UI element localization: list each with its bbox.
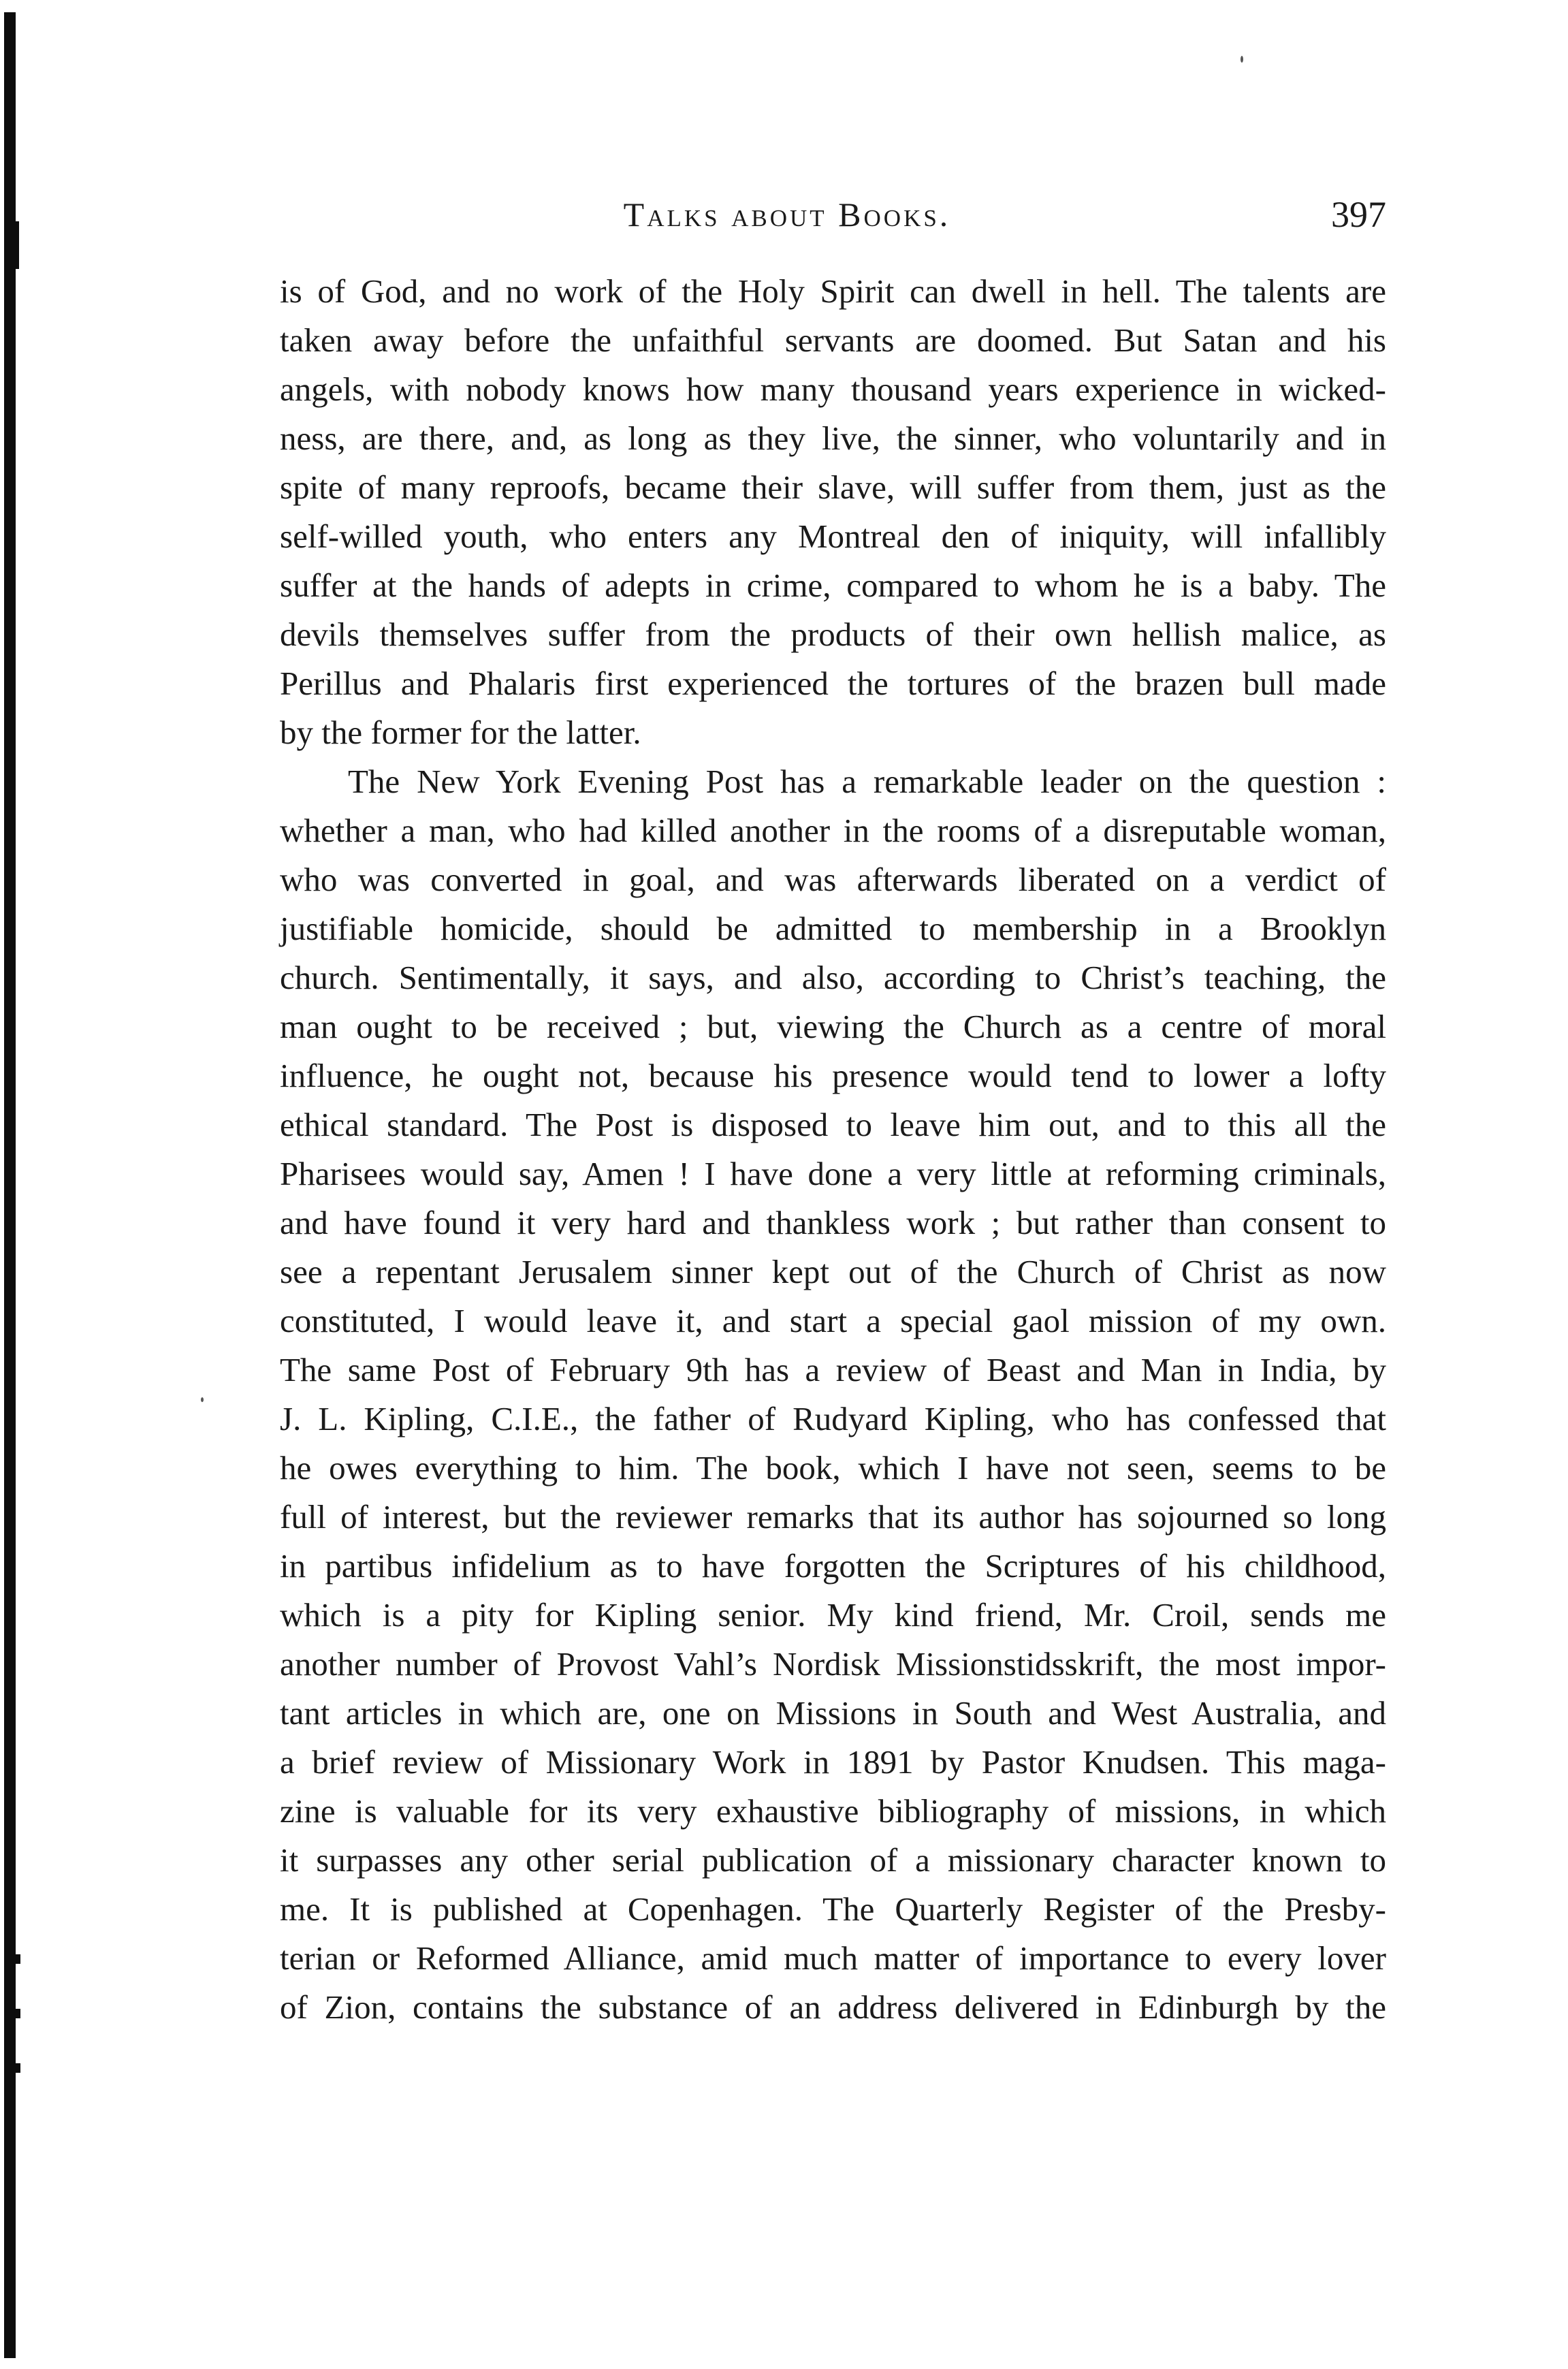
- text-line: The same Post of February 9th has a review of Beast and Man in India, by: [280, 1351, 1386, 1388]
- text-line: tant articles in which are, one on Missions in South and West Australia, and: [280, 1694, 1386, 1732]
- text-line: constituted, I would leave it, and start a special gaol mission of my own.: [280, 1302, 1386, 1339]
- text-line: justifiable homicide, should be admitted to membership in a Brooklyn: [280, 910, 1386, 947]
- text-line: terian or Reformed Alliance, amid much matter of importance to every lover: [280, 1939, 1386, 1977]
- text-line: it surpasses any other serial publication of a missionary character known to: [280, 1841, 1386, 1879]
- text-line: which is a pity for Kipling senior. My kind friend, Mr. Croil, sends me: [280, 1596, 1386, 1634]
- text-line: devils themselves suffer from the products of their own hellish malice, as: [280, 616, 1386, 653]
- text-line: whether a man, who had killed another in the rooms of a disreputable woman,: [280, 812, 1386, 849]
- speck-top-right: [1241, 56, 1243, 63]
- text-line: he owes everything to him. The book, which I have not seen, seems to be: [280, 1449, 1386, 1486]
- text-line: J. L. Kipling, C.I.E., the father of Rudyard Kipling, who has confessed that: [280, 1400, 1386, 1437]
- text-line: in partibus infidelium as to have forgotten the Scriptures of his childhood,: [280, 1547, 1386, 1585]
- body-text: [280, 267, 1386, 2032]
- text-line: ethical standard. The Post is disposed to leave him out, and to this all the: [280, 1106, 1386, 1143]
- text-line: spite of many reproofs, became their slave, will suffer from them, just as the: [280, 468, 1386, 506]
- page-header: [280, 184, 1396, 245]
- text-line: see a repentant Jerusalem sinner kept out of the Church of Christ as now: [280, 1253, 1386, 1290]
- text-line: man ought to be received ; but, viewing the Church as a centre of moral: [280, 1008, 1386, 1045]
- text-line: suffer at the hands of adepts in crime, compared to whom he is a baby. The: [280, 567, 1386, 604]
- paragraph-start-line: The New York Evening Post has a remarkable leader on the question :: [348, 763, 1386, 800]
- text-line: me. It is published at Copenhagen. The Quarterly Register of the Presby-: [280, 1890, 1386, 1928]
- text-line: Perillus and Phalaris first experienced the tortures of the brazen bull made: [280, 665, 1386, 702]
- text-line: is of God, and no work of the Holy Spirit can dwell in hell. The talents are: [280, 272, 1386, 310]
- text-line: zine is valuable for its very exhaustive bibliography of missions, in which: [280, 1792, 1386, 1830]
- text-line: another number of Provost Vahl’s Nordisk Missionstidsskrift, the most impor-: [280, 1645, 1386, 1683]
- text-line: church. Sentimentally, it says, and also, according to Christ’s teaching, the: [280, 959, 1386, 996]
- text-line: full of interest, but the reviewer remarks that its author has sojourned so long: [280, 1498, 1386, 1536]
- paragraph-end-line: by the former for the latter.: [280, 714, 641, 751]
- text-line: of Zion, contains the substance of an address delivered in Edinburgh by the: [280, 1988, 1386, 2026]
- binding-notch-top: [14, 221, 19, 269]
- speck-margin-left: [201, 1397, 204, 1402]
- text-line: a brief review of Missionary Work in 1891 by Pastor Knudsen. This maga-: [280, 1743, 1386, 1781]
- running-title: Talks about Books.: [623, 195, 951, 234]
- text-line: influence, he ought not, because his presence would tend to lower a lofty: [280, 1057, 1386, 1094]
- text-line: taken away before the unfaithful servants are doomed. But Satan and his: [280, 321, 1386, 359]
- text-line: who was converted in goal, and was afterwards liberated on a verdict of: [280, 861, 1386, 898]
- page-binding-edge: [4, 12, 16, 2358]
- page-number: 397: [1331, 194, 1386, 235]
- text-line: and have found it very hard and thankless work ; but rather than consent to: [280, 1204, 1386, 1241]
- binding-notch-lower: [14, 1954, 20, 1964]
- binding-notch-lower-2: [14, 2009, 20, 2018]
- text-line: ness, are there, and, as long as they live, the sinner, who voluntarily and in: [280, 419, 1386, 457]
- binding-notch-lower-3: [14, 2063, 20, 2073]
- text-line: self-willed youth, who enters any Montreal den of iniquity, will infallibly: [280, 518, 1386, 555]
- text-line: Pharisees would say, Amen ! I have done a very little at reforming criminals,: [280, 1155, 1386, 1192]
- text-line: angels, with nobody knows how many thousand years experience in wicked-: [280, 370, 1386, 408]
